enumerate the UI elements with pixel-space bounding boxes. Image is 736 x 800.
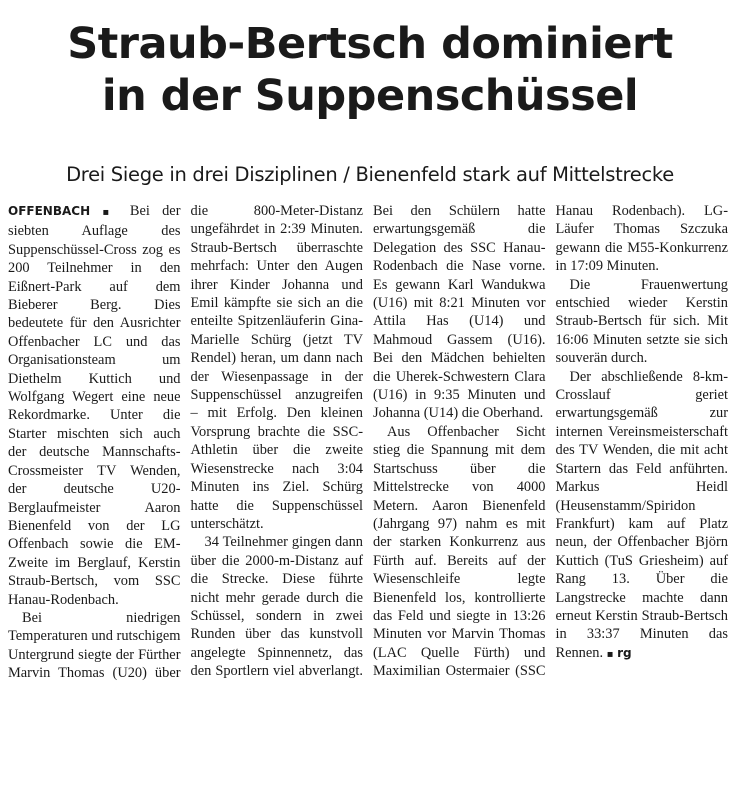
headline-line-1: Straub-Bertsch dominiert [67,19,673,69]
headline-line-2: in der Suppenschüssel [101,71,639,121]
subheadline: Drei Siege in drei Disziplinen / Bienenfeld stark auf Mittelstrecke [66,163,674,186]
article-paragraph [556,368,729,665]
dateline: OFFENBACH [8,204,91,218]
article-paragraph: Die Frauenwertung entschied wieder Kerstin Straub-Bertsch für sich. Mit 16:06 Minuten setzte sie sich souverän durch. [555,276,728,367]
headline [20,18,720,122]
end-marker: ▪ [606,648,614,660]
dateline-marker: ▪ [102,207,118,218]
article-paragraph [8,202,181,609]
article-paragraph: Bei niedrigen Temperaturen und rutschigem Untergrund siegte der Fürther Marvin Thomas (U20) über die 800-Meter-Distanz ungefährdet in 2:39 Minuten. Straub-Bertsch überraschte mehrfach: Unter den Augen ihrer Kinder Johanna und Emil kämpfte sie sich an die enteilte Spitzenläuferin Gina-Marielle Schürg (jetzt TV Rendel) heran, um dann nach der Wiesenpassage in der Suppenschüssel anzugreifen – mit Erfolg. Den kleinen Vorsprung brachte die SSC-Athletin über die zweite Wiesenstrecke nach 3:04 Minuten ins Ziel. Schürg hatte die Suppenschüssel unterschätzt. [8,203,363,682]
article-paragraph: Aus Offenbacher Sicht stieg die Spannung mit dem Startschuss über die Mittelstrecke von 4000 Metern. Aaron Bienenfeld (Jahrgang 97) nahm es mit der starken Konkurrenz aus Fürth auf. Bereits auf der Wiesenschleife legte Bienenfeld los, kontrollierte das Feld und siegte in 13:26 Minuten vor Marvin Thomas (LAC Quelle Fürth) und Maximilian Ostermaier (SSC Hanau Rodenbach). LG-Läufer Thomas Szczuka gewann die M55-Konkurrenz in 17:09 Minuten. [373,203,728,680]
article-paragraph: 34 Teilnehmer gingen dann über die 2000-m-Distanz auf die Strecke. Diese führte nicht mehr gerade durch die Schüssel, sondern in zwei Runden über das kunstvoll angelegte Spinnennetz, das den Sportlern viel abverlangt. Bei den Schülern hatte erwartungsgemäß die Delegation des SSC Hanau-Rodenbach die Nase vorne. Es gewann Karl Wandukwa (U16) mit 8:21 Minuten vor Attila Has (U14) und Mahmoud Gassem (U16). Bei den Mädchen behielten die Uherek-Schwestern Clara (U16) in 9:35 Minuten und Johanna (U14) die Oberhand. [190,203,546,680]
author-signature: rg [617,645,632,660]
paragraph-text: Bei der siebten Auflage des Suppenschüssel-Cross zog es 200 Teilnehmer in den Eißnert-Park auf dem Bieberer Berg. Dies bedeutete für den Ausrichter Offenbacher LC und das Organisationsteam um Diethelm Kuttich und Wolfgang Wegert eine neue Rekordmarke. Unter die Starter mischten sich auch der deutsche Mannschafts-Crossmeister TV Wenden, der deutsche U20-Berglaufmeister Aaron Bienenfeld von der LG Offenbach sowie die EM-Zweite im Berglauf, Kerstin Straub-Bertsch, vom SSC Hanau-Rodenbach. [8,203,181,608]
article-body [8,202,728,798]
paragraph-text: Der abschließende 8-km-Crosslauf geriet erwartungsgemäß zur internen Vereinsmeisterschaft des TV Wenden, die mit acht Startern das Feld anführten. Markus Heidl (Heusenstamm/Spiridon Frankfurt) kam auf Platz neun, der Offenbacher Björn Kuttich (TuS Griesheim) auf Rang 13. Über die Langstrecke machte dann erneut Kerstin Straub-Bertsch in 33:37 Minuten das Rennen. [555,368,728,661]
